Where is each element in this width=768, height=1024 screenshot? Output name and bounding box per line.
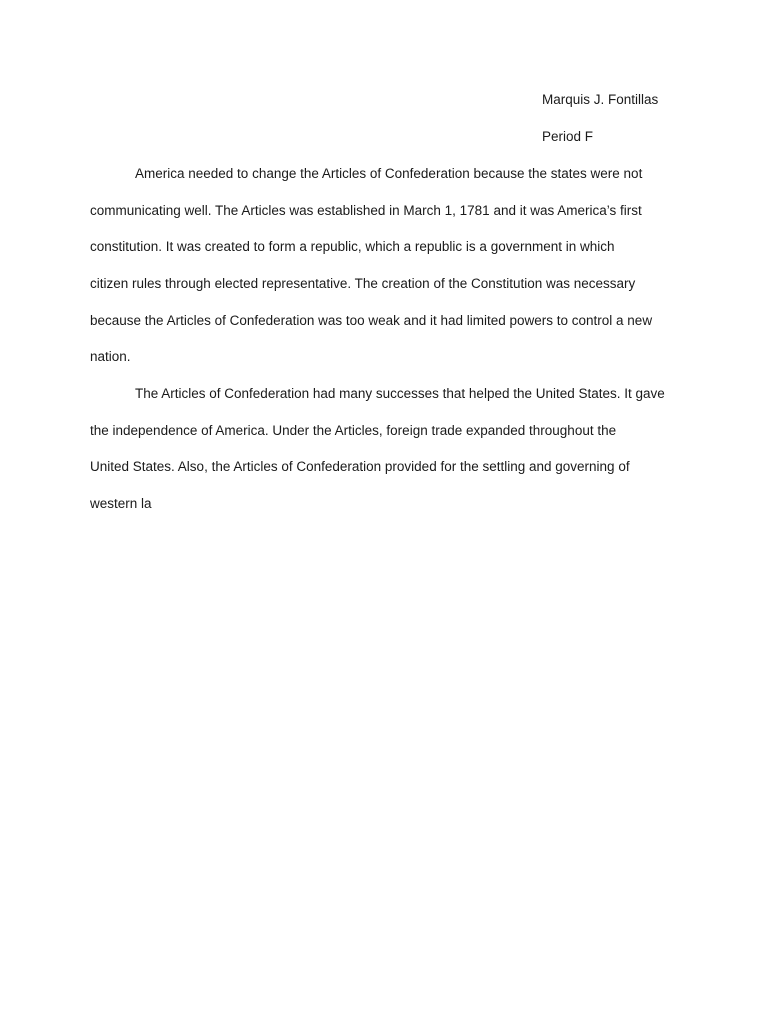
paragraph-line: the independence of America. Under the Articles, foreign trade expanded throughout the	[90, 423, 617, 438]
paragraph-line: because the Articles of Confederation was too weak and it had limited powers to control a new	[90, 313, 653, 328]
paragraph-line: America needed to change the Articles of Confederation because the states were not	[135, 166, 643, 181]
paragraph-line: constitution. It was created to form a republic, which a republic is a government in which	[90, 239, 615, 254]
paragraph-line: nation.	[90, 349, 131, 364]
paragraph-line: citizen rules through elected representative. The creation of the Constitution was necessary	[90, 276, 636, 291]
paragraph-line: The Articles of Confederation had many successes that helped the United States. It gave	[135, 386, 665, 401]
paragraph-line: United States. Also, the Articles of Confederation provided for the settling and governing of	[90, 459, 630, 474]
class-period: Period F	[542, 129, 594, 144]
author-name: Marquis J. Fontillas	[542, 92, 659, 107]
paragraph-line: communicating well. The Articles was established in March 1, 1781 and it was America’s first	[90, 203, 642, 218]
paragraph-line: western la	[90, 496, 152, 511]
